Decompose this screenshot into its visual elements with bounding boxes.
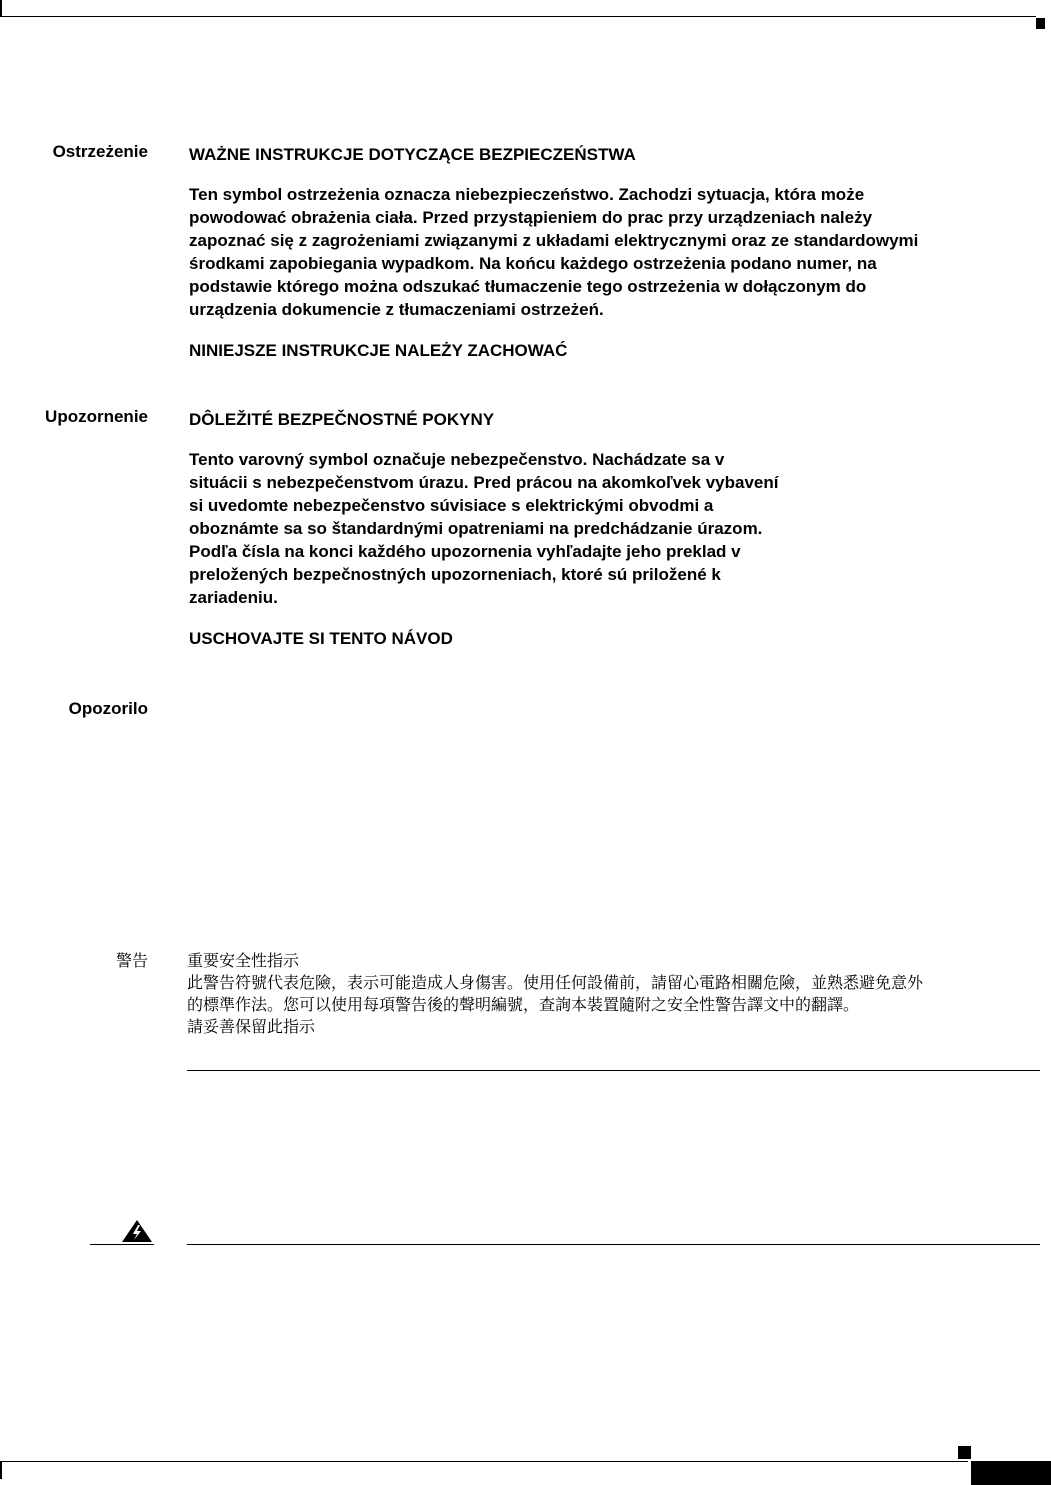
body-line: zariadeniu. — [189, 588, 278, 607]
top-rule — [0, 16, 1036, 17]
bottom-right-marker — [958, 1446, 971, 1459]
body-line: Podľa čísla na konci každého upozornenia vyhľadajte jeho preklad v — [189, 542, 741, 561]
warning-label-slovenian: Opozorilo — [68, 699, 148, 718]
body-line: 此警告符號代表危險，表示可能造成人身傷害。使用任何設備前，請留心電路相關危險，並熟悉避免意外 — [187, 973, 924, 992]
body-line: powodować obrażenia ciała. Przed przystąpieniem do prac przy urządzeniach należy — [189, 208, 873, 227]
warning-heading: DÔLEŽITÉ BEZPEČNOSTNÉ POKYNY — [189, 410, 495, 429]
warning-label: Ostrzeżenie — [52, 142, 148, 161]
section-divider — [187, 1244, 1040, 1245]
top-left-tick — [0, 0, 2, 17]
bottom-rule — [0, 1461, 968, 1462]
warning-closing: 請妥善保留此指示 — [187, 1017, 316, 1036]
warning-heading: 重要安全性指示 — [187, 951, 300, 970]
warning-content — [189, 410, 1029, 649]
body-line: preložených bezpečnostných upozorneniach, ktoré sú priložené k — [189, 565, 721, 584]
warning-label: Upozornenie — [45, 407, 148, 426]
body-line: oboznámte sa so štandardnými opatreniami na predchádzanie úrazom. — [189, 519, 763, 538]
warning-content — [187, 950, 1037, 1038]
body-line: urządzenia dokumencie z tłumaczeniami ostrzeżeń. — [189, 300, 604, 319]
body-line: podstawie którego można odszukać tłumaczenie tego ostrzeżenia w dołączonym do — [189, 277, 867, 296]
body-line: środkami zapobiegania wypadkom. Na końcu każdego ostrzeżenia podano numer, na — [189, 254, 877, 273]
body-line: si uvedomte nebezpečenstvo súvisiace s elektrickými obvodmi a — [189, 496, 714, 515]
warning-icon — [120, 1218, 154, 1244]
warning-heading: WAŻNE INSTRUKCJE DOTYCZĄCE BEZPIECZEŃSTWA — [189, 145, 636, 164]
section-divider — [187, 1070, 1040, 1071]
warning-content — [189, 145, 1029, 361]
page-number-box — [971, 1461, 1051, 1485]
warning-body — [189, 448, 1029, 609]
body-line: 的標準作法。您可以使用每項警告後的聲明編號，查詢本裝置隨附之安全性警告譯文中的翻譯。 — [187, 995, 860, 1014]
warning-closing: NINIEJSZE INSTRUKCJE NALEŻY ZACHOWAĆ — [189, 341, 568, 360]
warning-body — [189, 183, 1029, 321]
body-line: situácii s nebezpečenstvom úrazu. Pred prácou na akomkoľvek vybavení — [189, 473, 779, 492]
body-line: zapoznać się z zagrożeniami związanymi z układami elektrycznymi oraz ze standardowymi — [189, 231, 919, 250]
body-line: Tento varovný symbol označuje nebezpečenstvo. Nachádzate sa v — [189, 450, 725, 469]
bottom-left-tick — [0, 1461, 2, 1479]
warning-label: 警告 — [115, 951, 148, 970]
icon-underline — [90, 1244, 154, 1245]
top-right-marker — [1036, 18, 1045, 29]
body-line: Ten symbol ostrzeżenia oznacza niebezpieczeństwo. Zachodzi sytuacja, która może — [189, 185, 865, 204]
warning-closing: USCHOVAJTE SI TENTO NÁVOD — [189, 629, 453, 648]
